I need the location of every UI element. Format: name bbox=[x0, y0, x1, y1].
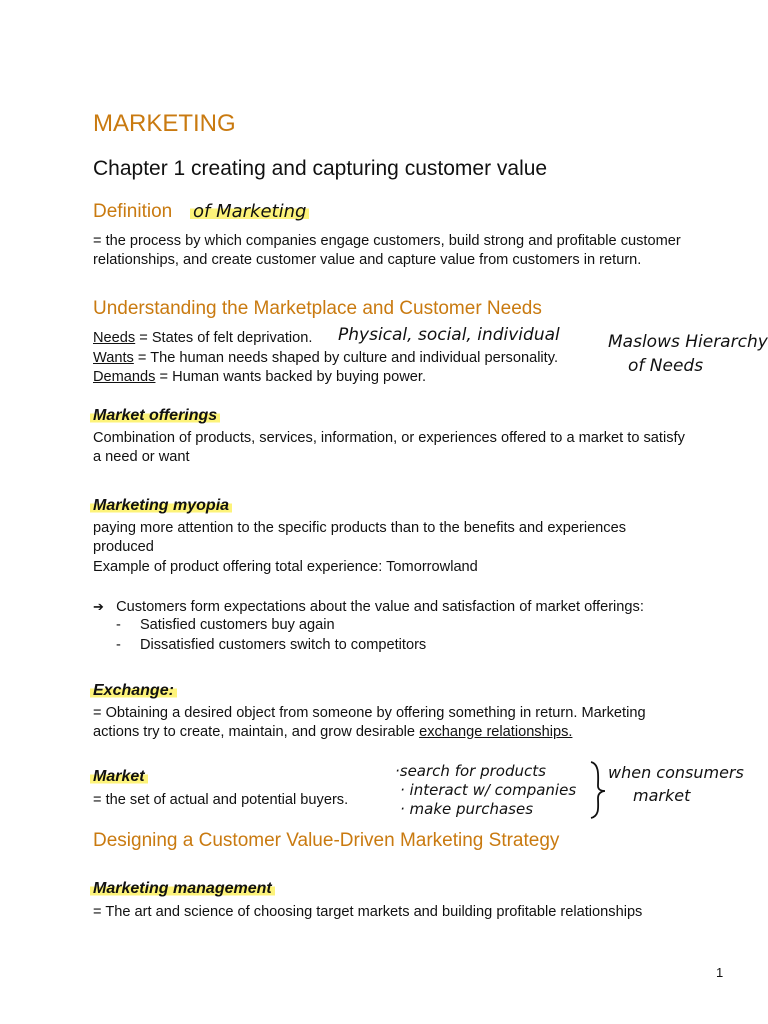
expectations-line bbox=[93, 597, 644, 618]
list-item bbox=[116, 616, 335, 636]
wants-line bbox=[93, 349, 558, 369]
exchange-relationships-term: exchange relationships. bbox=[419, 724, 573, 740]
handwritten-needs-note: Physical, social, individual bbox=[338, 325, 560, 345]
exchange-line-1: = Obtaining a desired object from someone by offering something in return. Marketing bbox=[93, 705, 646, 721]
document-title: MARKETING bbox=[93, 110, 236, 137]
needs-text: = States of felt deprivation. bbox=[135, 330, 313, 346]
list-item bbox=[116, 636, 426, 656]
myopia-line-1: paying more attention to the specific products than to the benefits and experiences bbox=[93, 520, 627, 536]
handwritten-note-interact: · interact w/ companies bbox=[400, 781, 577, 799]
marketing-myopia-heading: Marketing myopia bbox=[90, 497, 232, 515]
market-offerings-heading: Market offerings bbox=[90, 407, 220, 425]
list-item-text: Dissatisfied customers switch to competitors bbox=[139, 637, 427, 653]
exchange-line-2-prefix: actions try to create, maintain, and grow desirable bbox=[93, 724, 420, 740]
exchange-heading: Exchange: bbox=[90, 682, 177, 700]
demands-line bbox=[93, 368, 426, 388]
page-number: 1 bbox=[716, 965, 724, 980]
list-item-text: Satisfied customers buy again bbox=[139, 617, 335, 633]
bullet-dash: - bbox=[116, 637, 121, 653]
market-offerings-line-2: a need or want bbox=[93, 449, 190, 465]
demands-term: Demands bbox=[93, 369, 156, 385]
myopia-line-2: produced bbox=[93, 539, 154, 555]
definition-line-2: relationships, and create customer value and capture value from customers in return. bbox=[93, 252, 642, 268]
definition-line-1: = the process by which companies engage customers, build strong and profitable customer bbox=[93, 233, 681, 249]
market-heading: Market bbox=[90, 768, 148, 786]
wants-term: Wants bbox=[93, 350, 134, 366]
curly-brace-icon bbox=[588, 760, 608, 820]
bullet-dash: - bbox=[116, 617, 121, 633]
handwritten-note-search: ·search for products bbox=[395, 762, 546, 780]
arrow-icon: ➔ bbox=[93, 599, 104, 614]
chapter-title: Chapter 1 creating and capturing customer value bbox=[93, 157, 548, 180]
designing-heading: Designing a Customer Value-Driven Marketing Strategy bbox=[93, 830, 560, 851]
handwritten-when-consumers: when consumers bbox=[608, 763, 744, 782]
needs-term: Needs bbox=[93, 330, 136, 346]
market-offerings-line-1: Combination of products, services, information, or experiences offered to a market to satisfy bbox=[93, 430, 685, 446]
wants-text: = The human needs shaped by culture and individual personality. bbox=[133, 350, 559, 366]
understanding-heading: Understanding the Marketplace and Customer Needs bbox=[93, 298, 542, 319]
marketing-management-heading: Marketing management bbox=[90, 880, 275, 898]
expectations-text: Customers form expectations about the value and satisfaction of market offerings: bbox=[116, 599, 644, 615]
definition-heading: Definition bbox=[93, 201, 173, 222]
handwritten-of-marketing: of Marketing bbox=[190, 201, 309, 222]
handwritten-market: market bbox=[633, 786, 691, 805]
market-definition: = the set of actual and potential buyers. bbox=[93, 792, 349, 808]
myopia-line-3: Example of product offering total experience: Tomorrowland bbox=[93, 559, 478, 575]
needs-line bbox=[93, 329, 312, 349]
exchange-line-2 bbox=[93, 723, 572, 743]
handwritten-note-purchases: · make purchases bbox=[400, 800, 534, 818]
handwritten-maslow-line-2: of Needs bbox=[628, 356, 704, 376]
marketing-management-definition: = The art and science of choosing target markets and building profitable relationships bbox=[93, 904, 643, 920]
demands-text: = Human wants backed by buying power. bbox=[155, 369, 427, 385]
handwritten-maslow-line-1: Maslows Hierarchy bbox=[608, 332, 768, 352]
